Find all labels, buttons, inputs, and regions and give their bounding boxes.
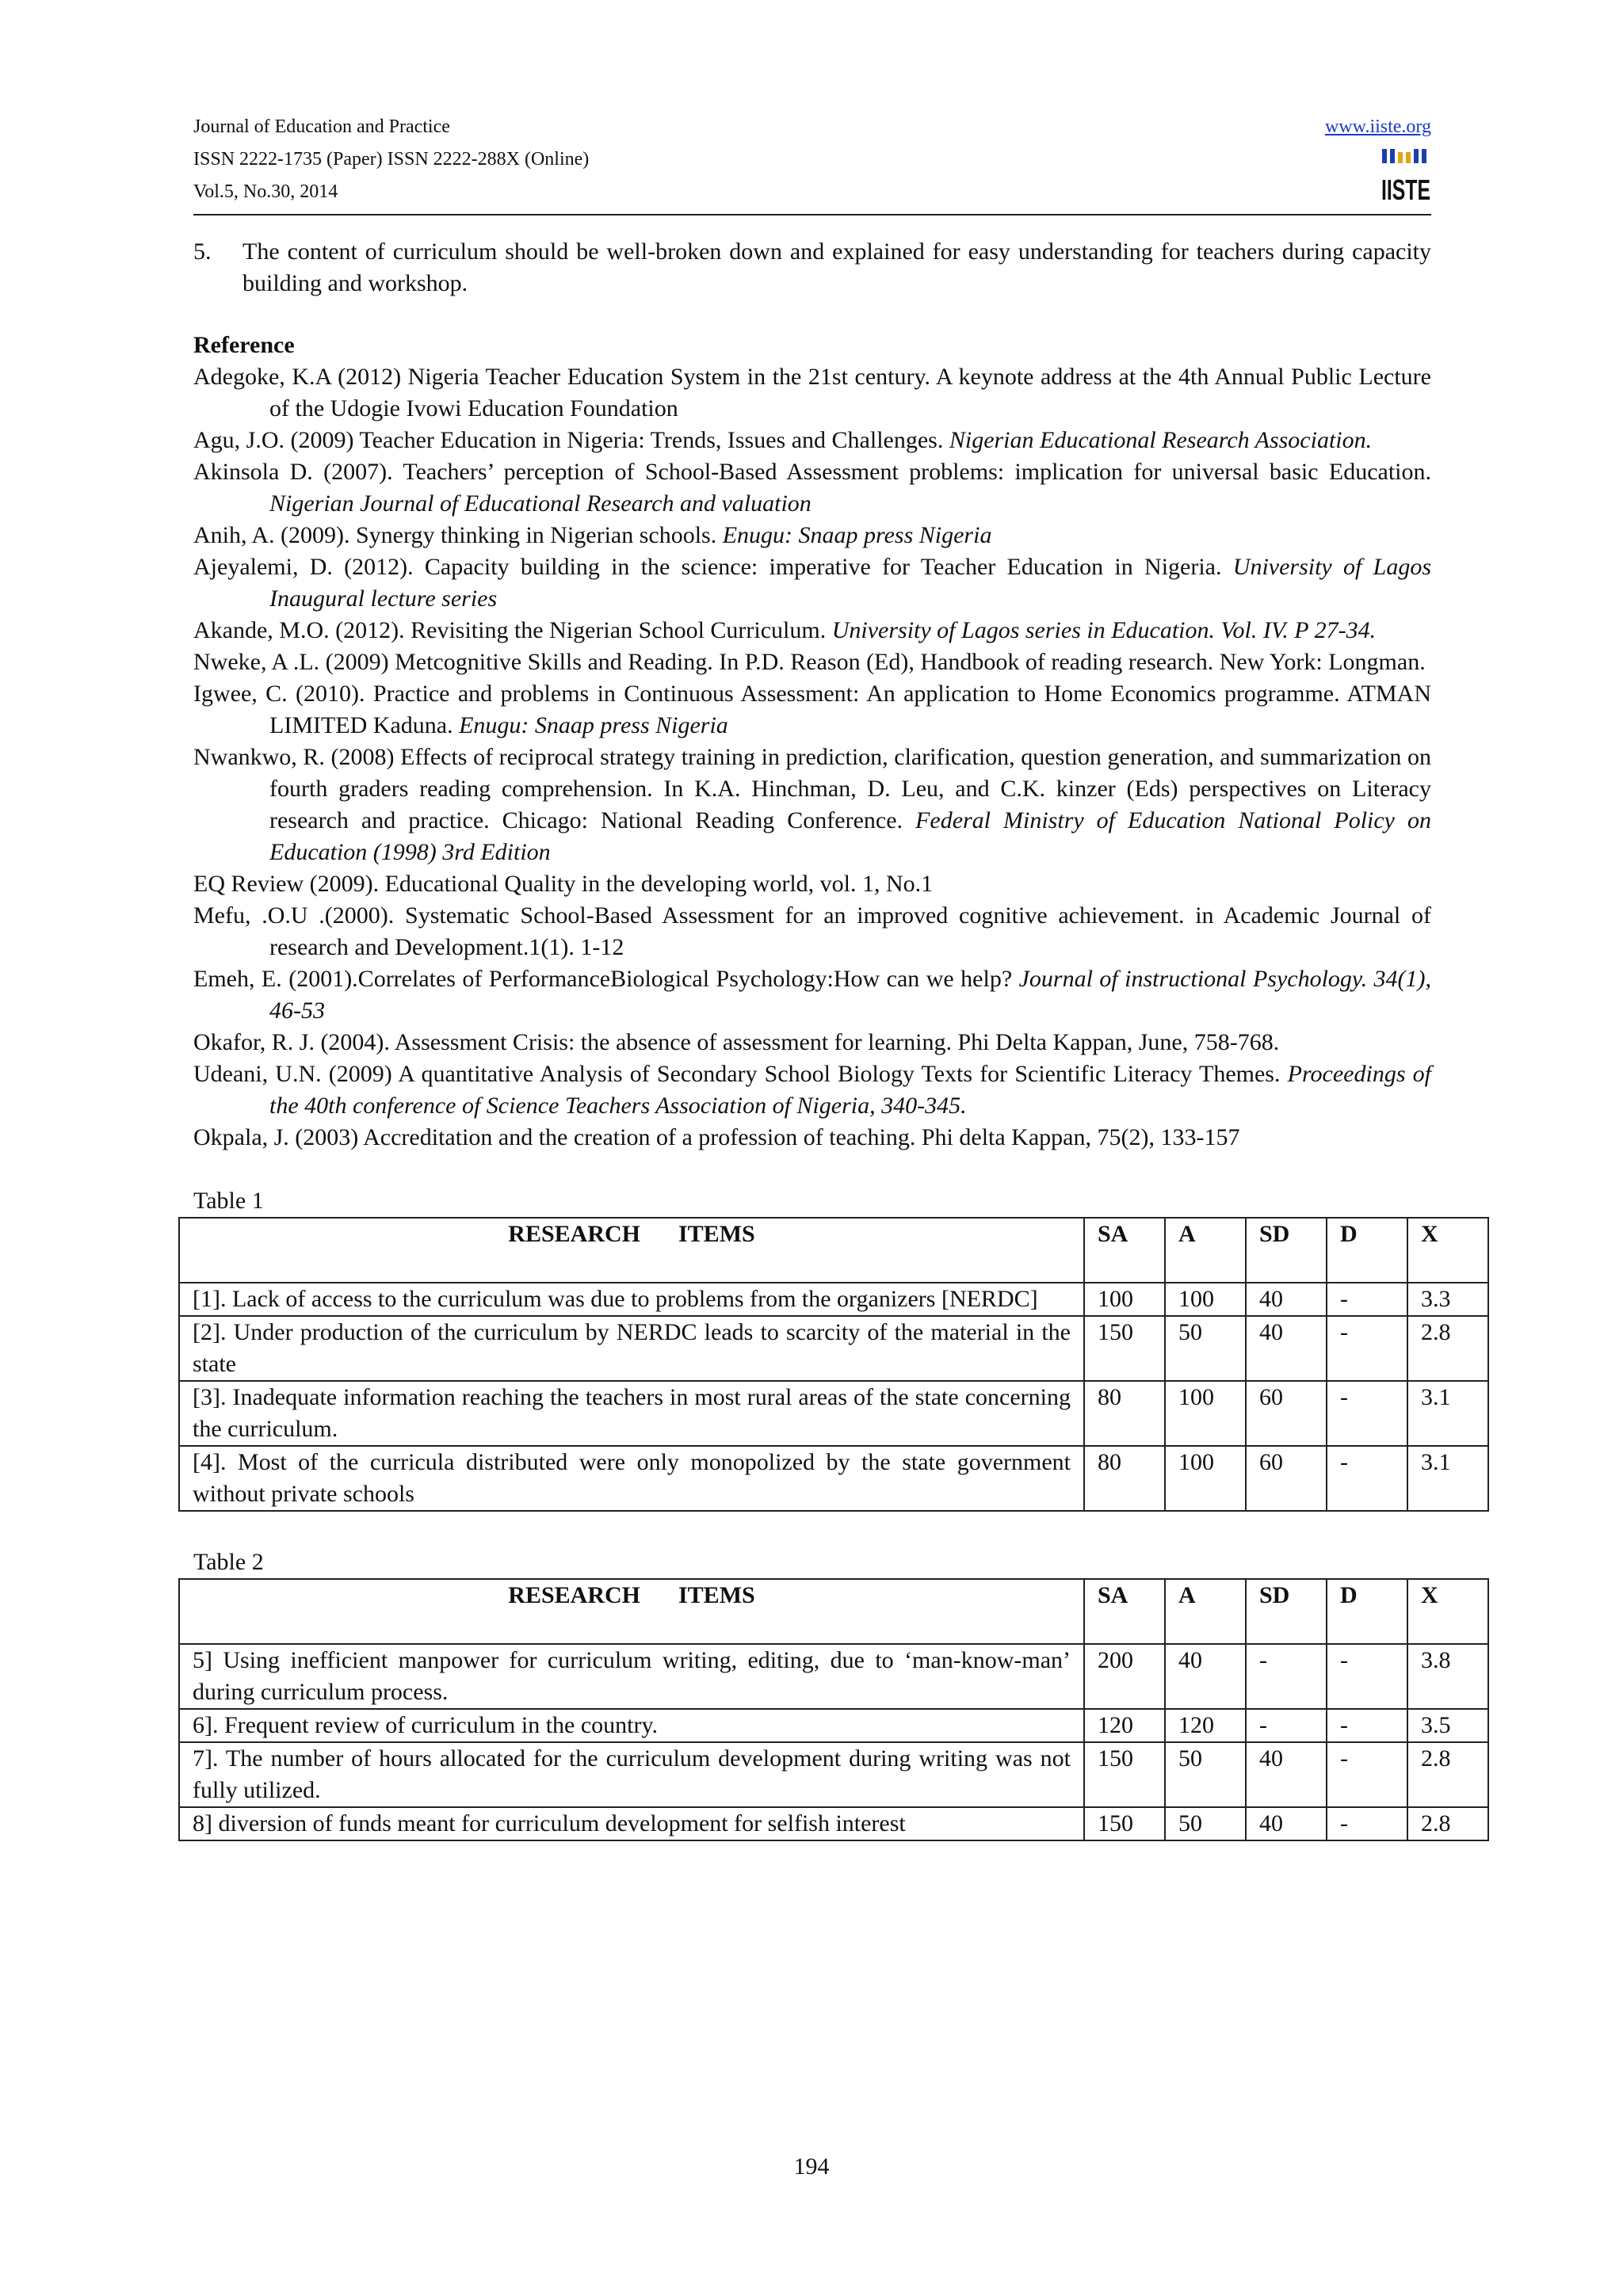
d-cell: -: [1327, 1316, 1407, 1381]
page-number: 194: [793, 2153, 830, 2180]
x-cell: 3.3: [1407, 1283, 1488, 1316]
sa-header: SA: [1084, 1579, 1165, 1644]
x-cell: 3.5: [1407, 1709, 1488, 1742]
x-header: X: [1407, 1579, 1488, 1644]
sa-cell: 150: [1084, 1742, 1165, 1807]
sa-cell: 200: [1084, 1644, 1165, 1709]
reference-item: Akinsola D. (2007). Teachers’ perception of School-Based Assessment problems: implication for universal basic Education. Nigerian Journal of Educational Research and valuation: [193, 459, 1431, 517]
page-content: [193, 236, 1451, 1841]
table1: [178, 1217, 1489, 1512]
reference-item: Udeani, U.N. (2009) A quantitative Analysis of Secondary School Biology Texts for Scientific Literacy Themes. Proceedings of the 40th conference of Science Teachers Association of Nigeria, 340-345.: [193, 1061, 1431, 1119]
table2-caption: Table 2: [193, 1549, 264, 1575]
issn-line: ISSN 2222-1735 (Paper) ISSN 2222-288X (Online): [193, 149, 590, 170]
reference-item: Anih, A. (2009). Synergy thinking in Nigerian schools. Enugu: Snaap press Nigeria: [193, 522, 992, 548]
sd-cell: -: [1246, 1644, 1327, 1709]
recommendation-text: The content of curriculum should be well-broken down and explained for easy understanding for teachers during capacity building and workshop.: [242, 238, 1431, 296]
sa-cell: 80: [1084, 1381, 1165, 1446]
sa-cell: 80: [1084, 1446, 1165, 1511]
reference-list: [193, 361, 1431, 1154]
x-header: X: [1407, 1218, 1488, 1283]
sd-cell: 40: [1246, 1316, 1327, 1381]
table-row: [179, 1316, 1488, 1381]
a-cell: 100: [1165, 1446, 1246, 1511]
d-header: D: [1327, 1218, 1407, 1283]
table-row: [179, 1283, 1488, 1316]
journal-name: Journal of Education and Practice: [193, 116, 450, 137]
reference-item: Okafor, R. J. (2004). Assessment Crisis: the absence of assessment for learning. Phi Delta Kappan, June, 758-768.: [193, 1029, 1280, 1055]
reference-item: Mefu, .O.U .(2000). Systematic School-Based Assessment for an improved cognitive achievement. in Academic Journal of research and Development.1(1). 1-12: [193, 902, 1431, 960]
a-cell: 100: [1165, 1283, 1246, 1316]
sd-cell: 40: [1246, 1283, 1327, 1316]
d-cell: -: [1327, 1381, 1407, 1446]
sd-cell: 60: [1246, 1446, 1327, 1511]
a-cell: 50: [1165, 1742, 1246, 1807]
table-row: [179, 1644, 1488, 1709]
research-items-header: RESEARCH ITEMS: [179, 1218, 1084, 1283]
a-header: A: [1165, 1579, 1246, 1644]
sd-header: SD: [1246, 1579, 1327, 1644]
d-cell: -: [1327, 1644, 1407, 1709]
d-cell: -: [1327, 1807, 1407, 1840]
site-link[interactable]: www.iiste.org: [1325, 116, 1431, 137]
a-cell: 50: [1165, 1807, 1246, 1840]
sa-cell: 150: [1084, 1316, 1165, 1381]
reference-item: Ajeyalemi, D. (2012). Capacity building in the science: imperative for Teacher Education in Nigeria. University of Lagos Inaugural lecture series: [193, 554, 1431, 612]
sa-header: SA: [1084, 1218, 1165, 1283]
d-header: D: [1327, 1579, 1407, 1644]
sd-cell: -: [1246, 1709, 1327, 1742]
x-cell: 2.8: [1407, 1316, 1488, 1381]
research-item-cell: [2]. Under production of the curriculum by NERDC leads to scarcity of the material in the state: [179, 1316, 1084, 1381]
reference-item: Okpala, J. (2003) Accreditation and the creation of a profession of teaching. Phi delta Kappan, 75(2), 133-157: [193, 1124, 1240, 1150]
reference-item: Nwankwo, R. (2008) Effects of reciprocal strategy training in prediction, clarification, question generation, and summarization on fourth graders reading comprehension. In K.A. Hinchman, D. Leu, and C.K. kinzer (Eds) perspectives on Literacy research and practice. Chicago: National Reading Conference. Federal Ministry of Education National Policy on Education (1998) 3rd Edition: [193, 744, 1431, 865]
research-item-cell: [3]. Inadequate information reaching the teachers in most rural areas of the state concerning the curriculum.: [179, 1381, 1084, 1446]
research-item-cell: 7]. The number of hours allocated for the curriculum development during writing was not fully utilized.: [179, 1742, 1084, 1807]
recommendation-item: [193, 236, 1431, 299]
d-cell: -: [1327, 1742, 1407, 1807]
sa-cell: 150: [1084, 1807, 1165, 1840]
iiste-logo-icon: [1381, 147, 1431, 206]
sd-cell: 40: [1246, 1742, 1327, 1807]
x-cell: 3.8: [1407, 1644, 1488, 1709]
sd-header: SD: [1246, 1218, 1327, 1283]
d-cell: -: [1327, 1709, 1407, 1742]
reference-item: Adegoke, K.A (2012) Nigeria Teacher Education System in the 21st century. A keynote address at the 4th Annual Public Lecture of the Udogie Ivowi Education Foundation: [193, 364, 1431, 421]
svg-text:IISTE: IISTE: [1381, 174, 1430, 206]
page-header: [193, 111, 1431, 211]
reference-item: Agu, J.O. (2009) Teacher Education in Nigeria: Trends, Issues and Challenges. Nigerian Educational Research Association.: [193, 427, 1373, 453]
reference-item: Igwee, C. (2010). Practice and problems in Continuous Assessment: An application to Home Economics programme. ATMAN LIMITED Kaduna. Enugu: Snaap press Nigeria: [193, 681, 1431, 738]
a-header: A: [1165, 1218, 1246, 1283]
table1-caption: Table 1: [193, 1188, 264, 1214]
a-cell: 50: [1165, 1316, 1246, 1381]
reference-item: Nweke, A .L. (2009) Metcognitive Skills and Reading. In P.D. Reason (Ed), Handbook of reading research. New York: Longman.: [193, 649, 1426, 675]
sd-cell: 40: [1246, 1807, 1327, 1840]
header-divider: [193, 214, 1431, 215]
x-cell: 3.1: [1407, 1381, 1488, 1446]
table-row: [179, 1446, 1488, 1511]
reference-item: EQ Review (2009). Educational Quality in the developing world, vol. 1, No.1: [193, 871, 934, 897]
x-cell: 2.8: [1407, 1807, 1488, 1840]
table2: [178, 1578, 1489, 1841]
table-row: [179, 1742, 1488, 1807]
sa-cell: 100: [1084, 1283, 1165, 1316]
research-item-cell: [4]. Most of the curricula distributed were only monopolized by the state government without private schools: [179, 1446, 1084, 1511]
table1-header-row: [179, 1218, 1488, 1283]
recommendation-number: 5.: [193, 238, 212, 265]
table-row: [179, 1381, 1488, 1446]
research-items-header: RESEARCH ITEMS: [179, 1579, 1084, 1644]
reference-item: Emeh, E. (2001).Correlates of PerformanceBiological Psychology:How can we help? Journal of instructional Psychology. 34(1), 46-53: [193, 966, 1431, 1024]
research-item-cell: 6]. Frequent review of curriculum in the country.: [179, 1709, 1084, 1742]
a-cell: 120: [1165, 1709, 1246, 1742]
sd-cell: 60: [1246, 1381, 1327, 1446]
d-cell: -: [1327, 1283, 1407, 1316]
a-cell: 40: [1165, 1644, 1246, 1709]
x-cell: 3.1: [1407, 1446, 1488, 1511]
references-heading: Reference: [193, 332, 295, 358]
volume-line: Vol.5, No.30, 2014: [193, 181, 338, 202]
research-item-cell: 5] Using inefficient manpower for curriculum writing, editing, due to ‘man-know-man’ during curriculum process.: [179, 1644, 1084, 1709]
a-cell: 100: [1165, 1381, 1246, 1446]
x-cell: 2.8: [1407, 1742, 1488, 1807]
table-row: [179, 1807, 1488, 1840]
sa-cell: 120: [1084, 1709, 1165, 1742]
table-row: [179, 1709, 1488, 1742]
research-item-cell: 8] diversion of funds meant for curriculum development for selfish interest: [179, 1807, 1084, 1840]
reference-item: Akande, M.O. (2012). Revisiting the Nigerian School Curriculum. University of Lagos series in Education. Vol. IV. P 27-34.: [193, 617, 1377, 643]
table2-header-row: [179, 1579, 1488, 1644]
research-item-cell: [1]. Lack of access to the curriculum was due to problems from the organizers [NERDC]: [179, 1283, 1084, 1316]
d-cell: -: [1327, 1446, 1407, 1511]
